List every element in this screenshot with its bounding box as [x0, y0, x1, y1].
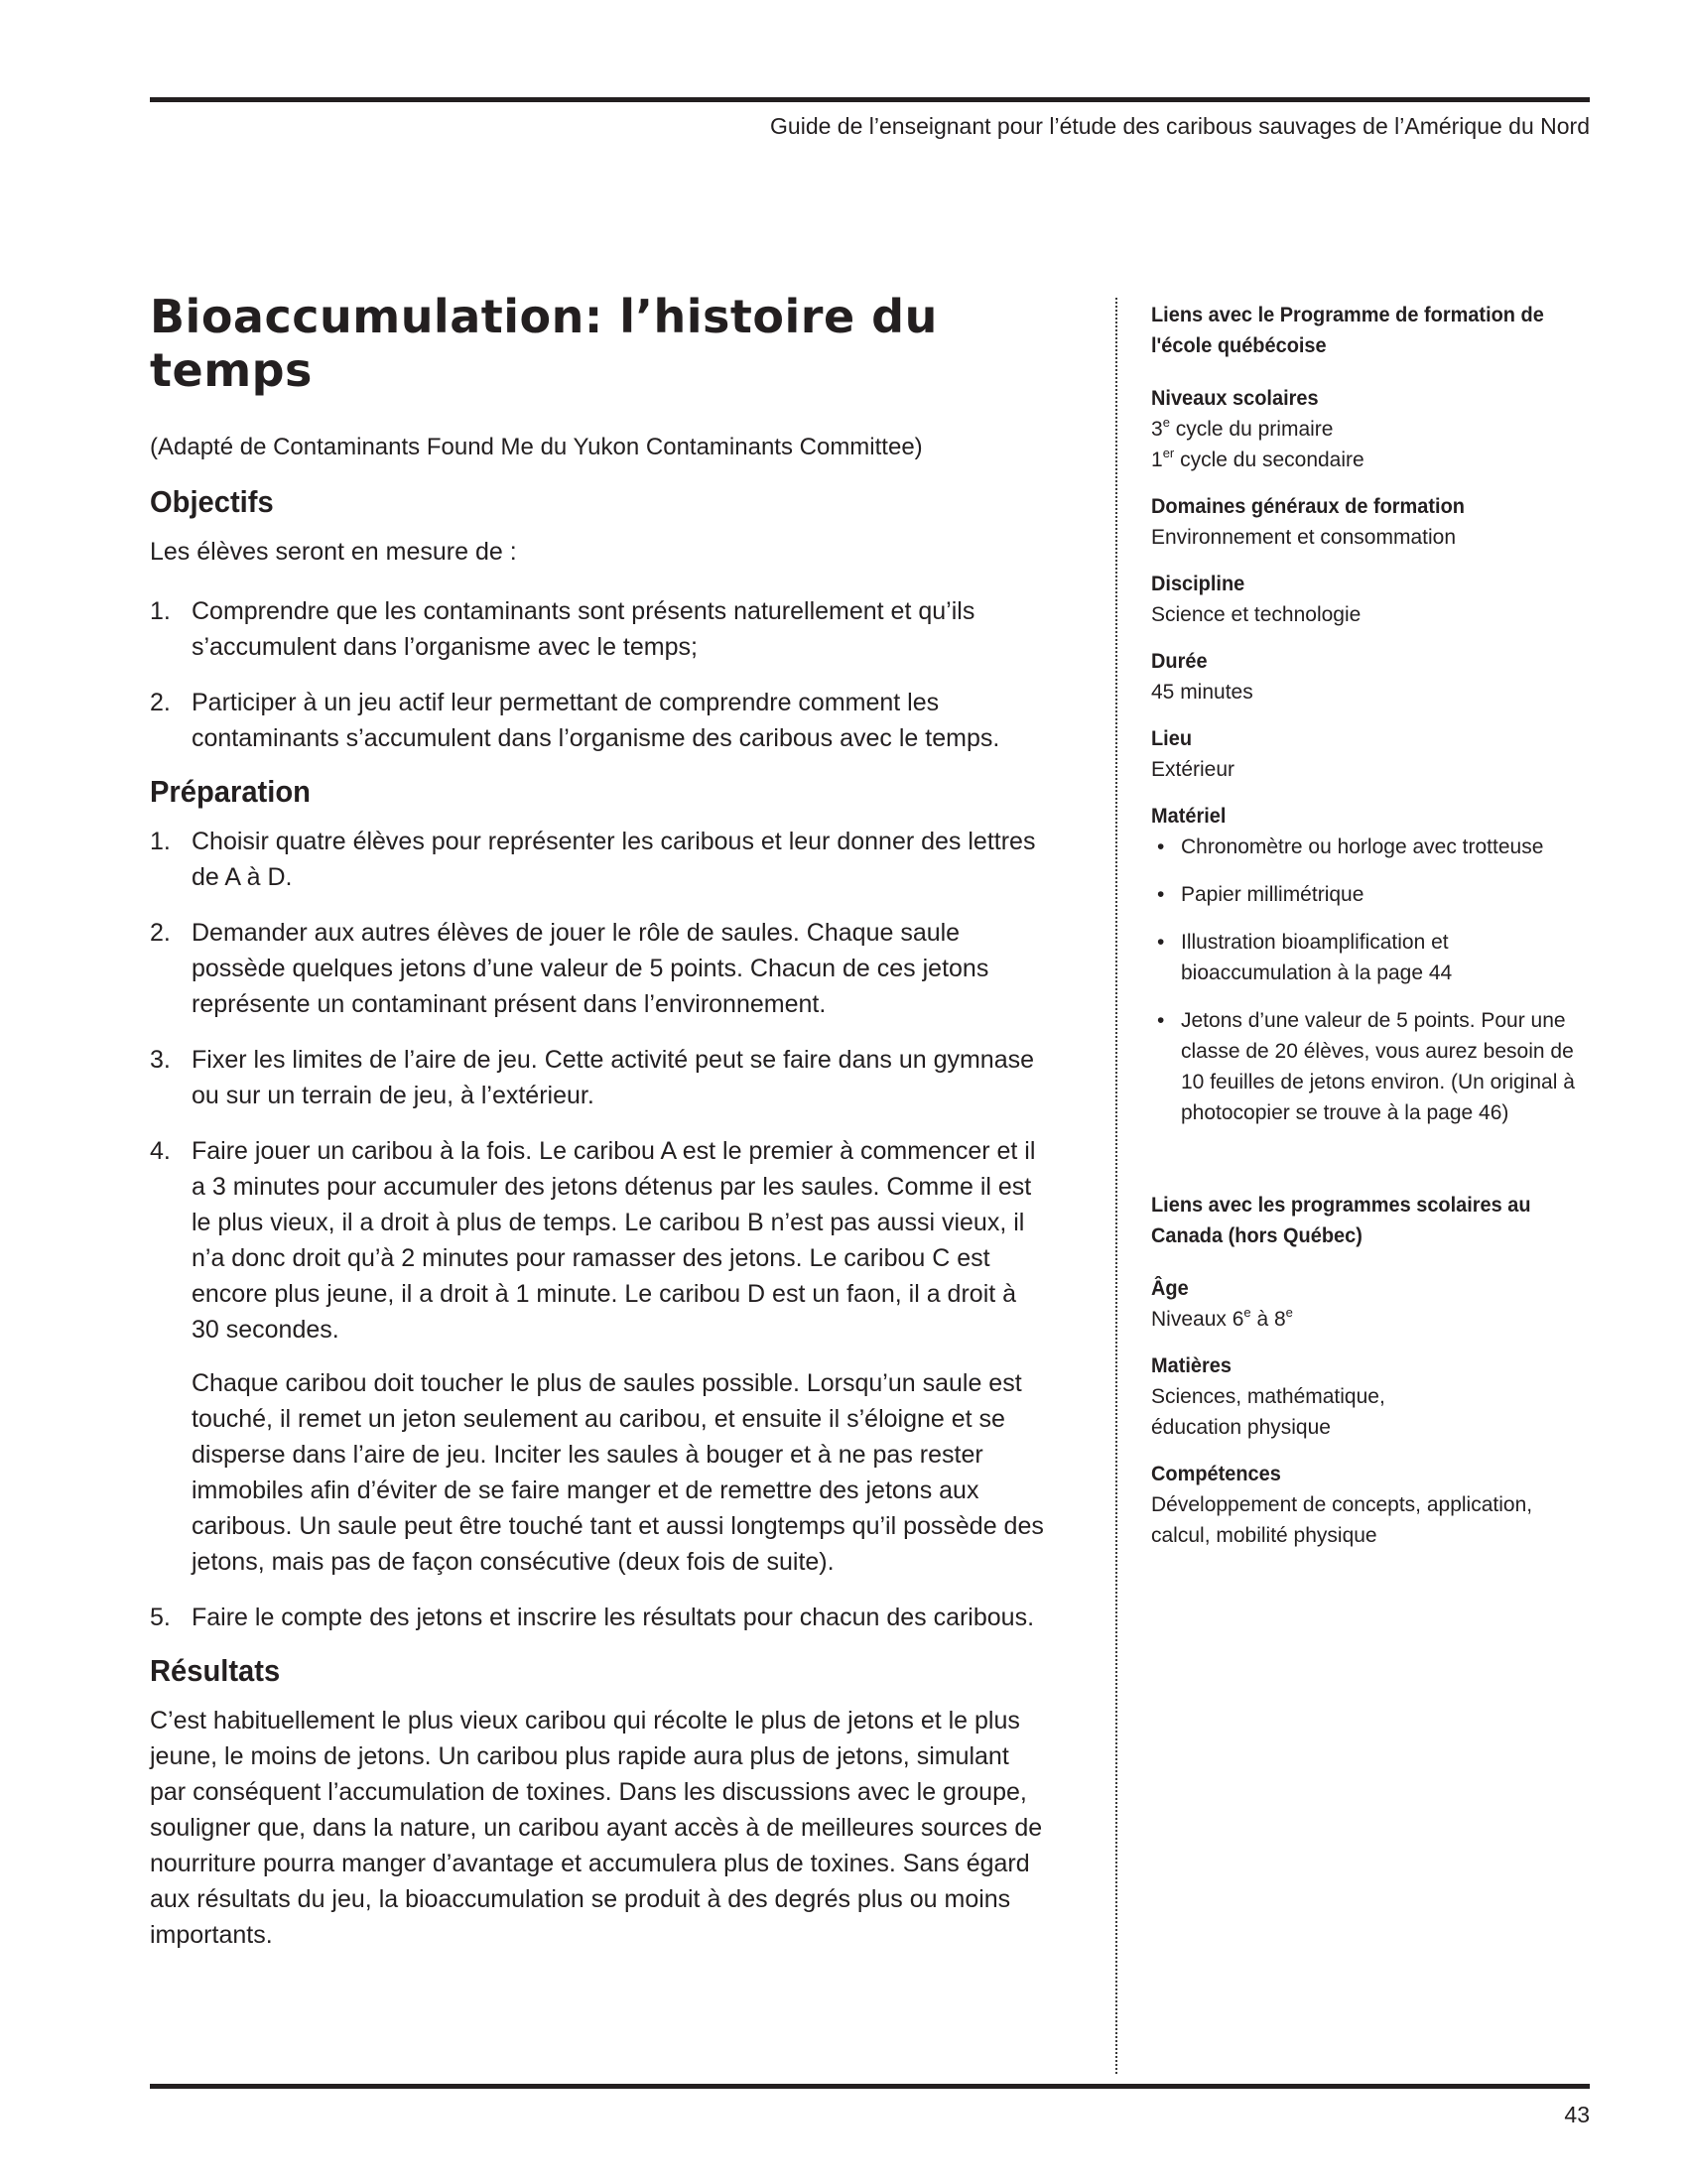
- niveaux-line-text: cycle du secondaire: [1174, 449, 1364, 471]
- sidebar-group-matieres: [1151, 1350, 1600, 1443]
- list-item: [150, 824, 1048, 895]
- ordinal-sup: e: [1243, 1305, 1251, 1320]
- niveaux-label: Niveaux scolaires: [1151, 387, 1319, 410]
- section-preparation: [150, 776, 1048, 1635]
- sidebar-group-niveaux: [1151, 383, 1600, 475]
- age-label: Âge: [1151, 1277, 1189, 1300]
- sidebar-divider: [1115, 298, 1117, 2074]
- niveaux-line-text: 1: [1151, 449, 1163, 471]
- competences-label: Compétences: [1151, 1463, 1281, 1485]
- resultats-body: C’est habituellement le plus vieux caribou qui récolte le plus de jetons et le plus jeune, le moins de jetons. Un caribou plus rapide aura plus de jetons, simulant par conséquent l’accumulation de toxines. Dans les discussions avec le groupe, souligner que, dans la nature, un caribou ayant accès à de meilleures sources de nourriture pourra manger d’avantage et accumulera plus de toxines. Sans égard aux résultats du jeu, la bioaccumulation se produit à des degrés plus ou moins importants.: [150, 1707, 1043, 1949]
- bullet-marker: •: [1157, 883, 1165, 906]
- list-item: [150, 1133, 1048, 1580]
- niveaux-line-text: cycle du primaire: [1169, 418, 1334, 441]
- bullet-marker: •: [1157, 835, 1165, 858]
- discipline-label: Discipline: [1151, 573, 1245, 595]
- matieres-value: éducation physique: [1151, 1416, 1331, 1439]
- age-line-text: Niveaux 6: [1151, 1308, 1244, 1331]
- duree-label: Durée: [1151, 650, 1208, 673]
- list-item: [1151, 1005, 1600, 1128]
- sidebar-heading-quebec: Liens avec le Programme de formation de l'école québécoise: [1151, 304, 1544, 357]
- article-subtitle: (Adapté de Contaminants Found Me du Yukon Contaminants Committee): [150, 434, 923, 460]
- niveaux-line-text: 3: [1151, 418, 1163, 441]
- section-objectifs: [150, 486, 1048, 756]
- item-text-continuation: Chaque caribou doit toucher le plus de saules possible. Lorsqu’un saule est touché, il remet un jeton seulement au caribou, et ensuite il s’éloigne et se disperse dans l’aire de jeu. Inciter les saules à bouger et à ne pas rester immobiles afin d’éviter de se faire manger et de remettre des jetons aux caribous. Un saule peut être touché tant et aussi longtemps qu’il possède des jetons, mais pas de façon consécutive (deux fois de suite).: [192, 1369, 1044, 1576]
- bullet-marker: •: [1157, 931, 1165, 954]
- bullet-text: Chronomètre ou horloge avec trotteuse: [1181, 835, 1544, 858]
- bullet-text: Illustration bioamplification et bioaccumulation à la page 44: [1181, 931, 1453, 984]
- item-number: 4.: [150, 1137, 171, 1165]
- resultats-heading: Résultats: [150, 1653, 281, 1688]
- ordinal-sup: er: [1162, 446, 1175, 460]
- list-item: [150, 915, 1048, 1022]
- objectifs-heading: Objectifs: [150, 484, 274, 519]
- matieres-value: Sciences, mathématique,: [1151, 1385, 1385, 1408]
- competences-value: Développement de concepts, application,: [1151, 1493, 1533, 1516]
- competences-value: calcul, mobilité physique: [1151, 1524, 1377, 1547]
- item-number: 1.: [150, 828, 171, 855]
- list-item: [150, 1042, 1048, 1113]
- materiel-list: [1151, 832, 1600, 1128]
- item-body: [192, 1133, 1048, 1580]
- item-text: Comprendre que les contaminants sont présents naturellement et qu’ils s’accumulent dans l’organisme avec le temps;: [192, 597, 975, 661]
- running-title: Guide de l’enseignant pour l’étude des caribous sauvages de l’Amérique du Nord: [770, 113, 1590, 139]
- list-item: [1151, 927, 1600, 988]
- page-title: Bioaccumulation: l’histoire du temps: [150, 290, 938, 397]
- item-number: 5.: [150, 1604, 171, 1631]
- main-column: [150, 290, 1048, 1953]
- sidebar-group-competences: [1151, 1459, 1600, 1551]
- sidebar-group-age: [1151, 1273, 1600, 1335]
- sidebar-heading-canada: Liens avec les programmes scolaires au Canada (hors Québec): [1151, 1194, 1531, 1247]
- materiel-label: Matériel: [1151, 805, 1227, 828]
- domaines-value: Environnement et consommation: [1151, 526, 1456, 549]
- ordinal-sup: e: [1285, 1305, 1293, 1320]
- item-text: Faire jouer un caribou à la fois. Le caribou A est le premier à commencer et il a 3 minutes pour accumuler des jetons détenus par les saules. Comme il est le plus vieux, il a droit à plus de temps. Le caribou B n’est pas aussi vieux, il n’a donc droit qu’à 2 minutes pour ramasser des jetons. Le caribou C est encore plus jeune, il a droit à 1 minute. Le caribou D est un faon, il a droit à 30 secondes.: [192, 1137, 1036, 1344]
- page-number: 43: [1564, 2102, 1590, 2127]
- list-item: [1151, 879, 1600, 910]
- sidebar-group-materiel: [1151, 801, 1600, 1128]
- discipline-value: Science et technologie: [1151, 603, 1362, 626]
- niveaux-line: [1151, 445, 1600, 475]
- list-item: [150, 685, 1048, 756]
- list-item: [150, 1600, 1048, 1635]
- sidebar-group-duree: [1151, 646, 1600, 707]
- domaines-label: Domaines généraux de formation: [1151, 495, 1465, 518]
- bullet-text: Jetons d’une valeur de 5 points. Pour une classe de 20 élèves, vous aurez besoin de 10 feuilles de jetons environ. (Un original à photocopier se trouve à la page 46): [1181, 1009, 1575, 1124]
- bullet-text: Papier millimétrique: [1181, 883, 1364, 906]
- lieu-value: Extérieur: [1151, 758, 1235, 781]
- item-number: 2.: [150, 689, 171, 716]
- item-text: Choisir quatre élèves pour représenter les caribous et leur donner des lettres de A à D.: [192, 828, 1036, 891]
- age-line-text: à 8: [1250, 1308, 1286, 1331]
- sidebar-group-discipline: [1151, 569, 1600, 630]
- objectifs-intro: Les élèves seront en mesure de :: [150, 538, 517, 566]
- header-rule: [150, 97, 1590, 102]
- item-text: Fixer les limites de l’aire de jeu. Cette activité peut se faire dans un gymnase ou sur un terrain de jeu, à l’extérieur.: [192, 1046, 1035, 1109]
- sidebar: [1151, 300, 1600, 1567]
- matieres-label: Matières: [1151, 1354, 1232, 1377]
- lieu-label: Lieu: [1151, 727, 1193, 750]
- footer-rule: [150, 2084, 1590, 2089]
- list-item: [1151, 832, 1600, 862]
- preparation-heading: Préparation: [150, 774, 311, 809]
- item-text: Demander aux autres élèves de jouer le rôle de saules. Chaque saule possède quelques jetons d’une valeur de 5 points. Chacun de ces jetons représente un contaminant présent dans l’environnement.: [192, 919, 989, 1018]
- duree-value: 45 minutes: [1151, 681, 1253, 704]
- item-number: 1.: [150, 597, 171, 625]
- sidebar-group-domaines: [1151, 491, 1600, 553]
- item-number: 2.: [150, 919, 171, 947]
- list-item: [150, 593, 1048, 665]
- section-resultats: [150, 1655, 1048, 1953]
- item-text: Participer à un jeu actif leur permettant de comprendre comment les contaminants s’accumulent dans l’organisme des caribous avec le temps.: [192, 689, 1000, 752]
- niveaux-line: [1151, 414, 1600, 445]
- age-line: [1151, 1304, 1600, 1335]
- sidebar-group-lieu: [1151, 723, 1600, 785]
- item-number: 3.: [150, 1046, 171, 1074]
- item-text: Faire le compte des jetons et inscrire les résultats pour chacun des caribous.: [192, 1604, 1035, 1631]
- ordinal-sup: e: [1162, 415, 1170, 430]
- bullet-marker: •: [1157, 1009, 1165, 1032]
